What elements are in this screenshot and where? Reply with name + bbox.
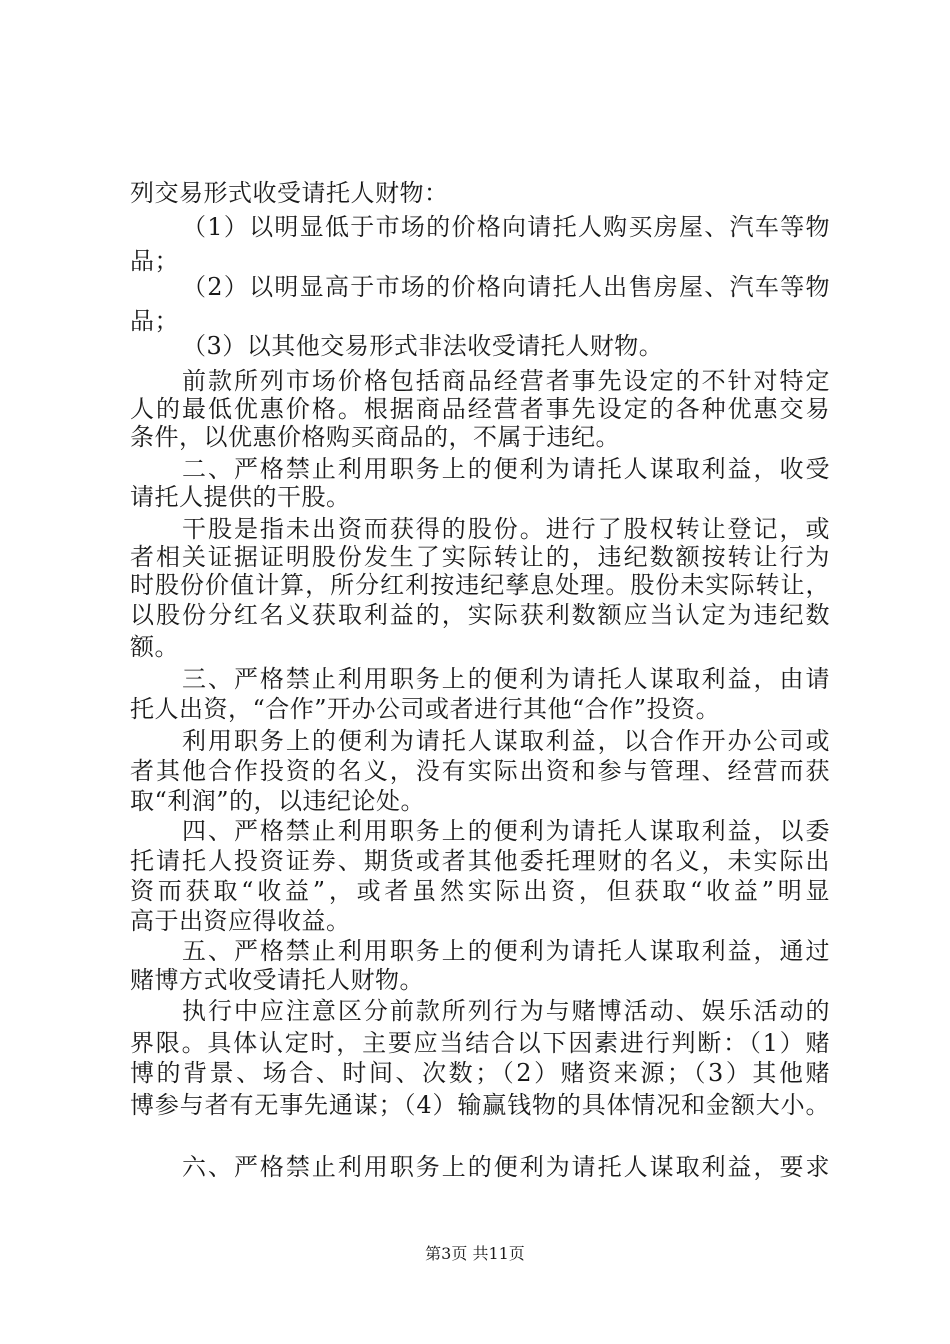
text-line: 六、严格禁止利用职务上的便利为请托人谋取利益，要求 (182, 1153, 830, 1181)
text-line: （1）以明显低于市场的价格向请托人购买房屋、汽车等物 (182, 213, 830, 241)
text-line: 执行中应注意区分前款所列行为与赌博活动、娱乐活动的 (182, 997, 830, 1025)
text-line: 四、严格禁止利用职务上的便利为请托人谋取利益，以委 (182, 817, 830, 845)
text-line: 博的背景、场合、时间、次数；（2）赌资来源；（3）其他赌 (130, 1059, 830, 1087)
text-line: 干股是指未出资而获得的股份。进行了股权转让登记，或 (182, 515, 830, 543)
text-line: 五、严格禁止利用职务上的便利为请托人谋取利益，通过 (182, 937, 830, 965)
text-line: 博参与者有无事先通谋；（4）输赢钱物的具体情况和金额大小。 (130, 1091, 830, 1119)
text-line: 赌博方式收受请托人财物。 (130, 966, 424, 994)
text-line: 额。 (130, 633, 179, 661)
text-line: 前款所列市场价格包括商品经营者事先设定的不针对特定 (182, 367, 830, 395)
text-line: 者相关证据证明股份发生了实际转让的，违纪数额按转让行为 (130, 543, 830, 571)
text-line: 品； (130, 307, 179, 335)
text-line: 界限。具体认定时，主要应当结合以下因素进行判断：（1）赌 (130, 1029, 830, 1057)
text-line: 人的最低优惠价格。根据商品经营者事先设定的各种优惠交易 (130, 395, 830, 423)
text-line: 三、严格禁止利用职务上的便利为请托人谋取利益，由请 (182, 665, 830, 693)
text-line: 资而获取“收益”，或者虽然实际出资，但获取“收益”明显 (130, 877, 830, 905)
text-line: 托请托人投资证券、期货或者其他委托理财的名义，未实际出 (130, 847, 830, 875)
text-line: 请托人提供的干股。 (130, 483, 351, 511)
text-line: 列交易形式收受请托人财物： (130, 179, 449, 207)
text-line: 高于出资应得收益。 (130, 907, 351, 935)
text-line: 条件，以优惠价格购买商品的，不属于违纪。 (130, 423, 620, 451)
page-number: 第3页 共11页 (425, 1244, 525, 1263)
text-line: 时股份价值计算，所分红利按违纪孳息处理。股份未实际转让， (130, 571, 830, 599)
text-line: 以股份分红名义获取利益的，实际获利数额应当认定为违纪数 (130, 601, 830, 629)
text-line: 者其他合作投资的名义，没有实际出资和参与管理、经营而获 (130, 757, 830, 785)
text-line: 取“利润”的，以违纪论处。 (130, 787, 426, 815)
text-line: 利用职务上的便利为请托人谋取利益，以合作开办公司或 (182, 727, 830, 755)
text-line: （2）以明显高于市场的价格向请托人出售房屋、汽车等物 (182, 273, 830, 301)
text-line: 托人出资，“合作”开办公司或者进行其他“合作”投资。 (130, 695, 721, 723)
text-line: （3）以其他交易形式非法收受请托人财物。 (182, 332, 664, 360)
text-line: 品； (130, 247, 179, 275)
text-line: 二、严格禁止利用职务上的便利为请托人谋取利益，收受 (182, 455, 830, 483)
